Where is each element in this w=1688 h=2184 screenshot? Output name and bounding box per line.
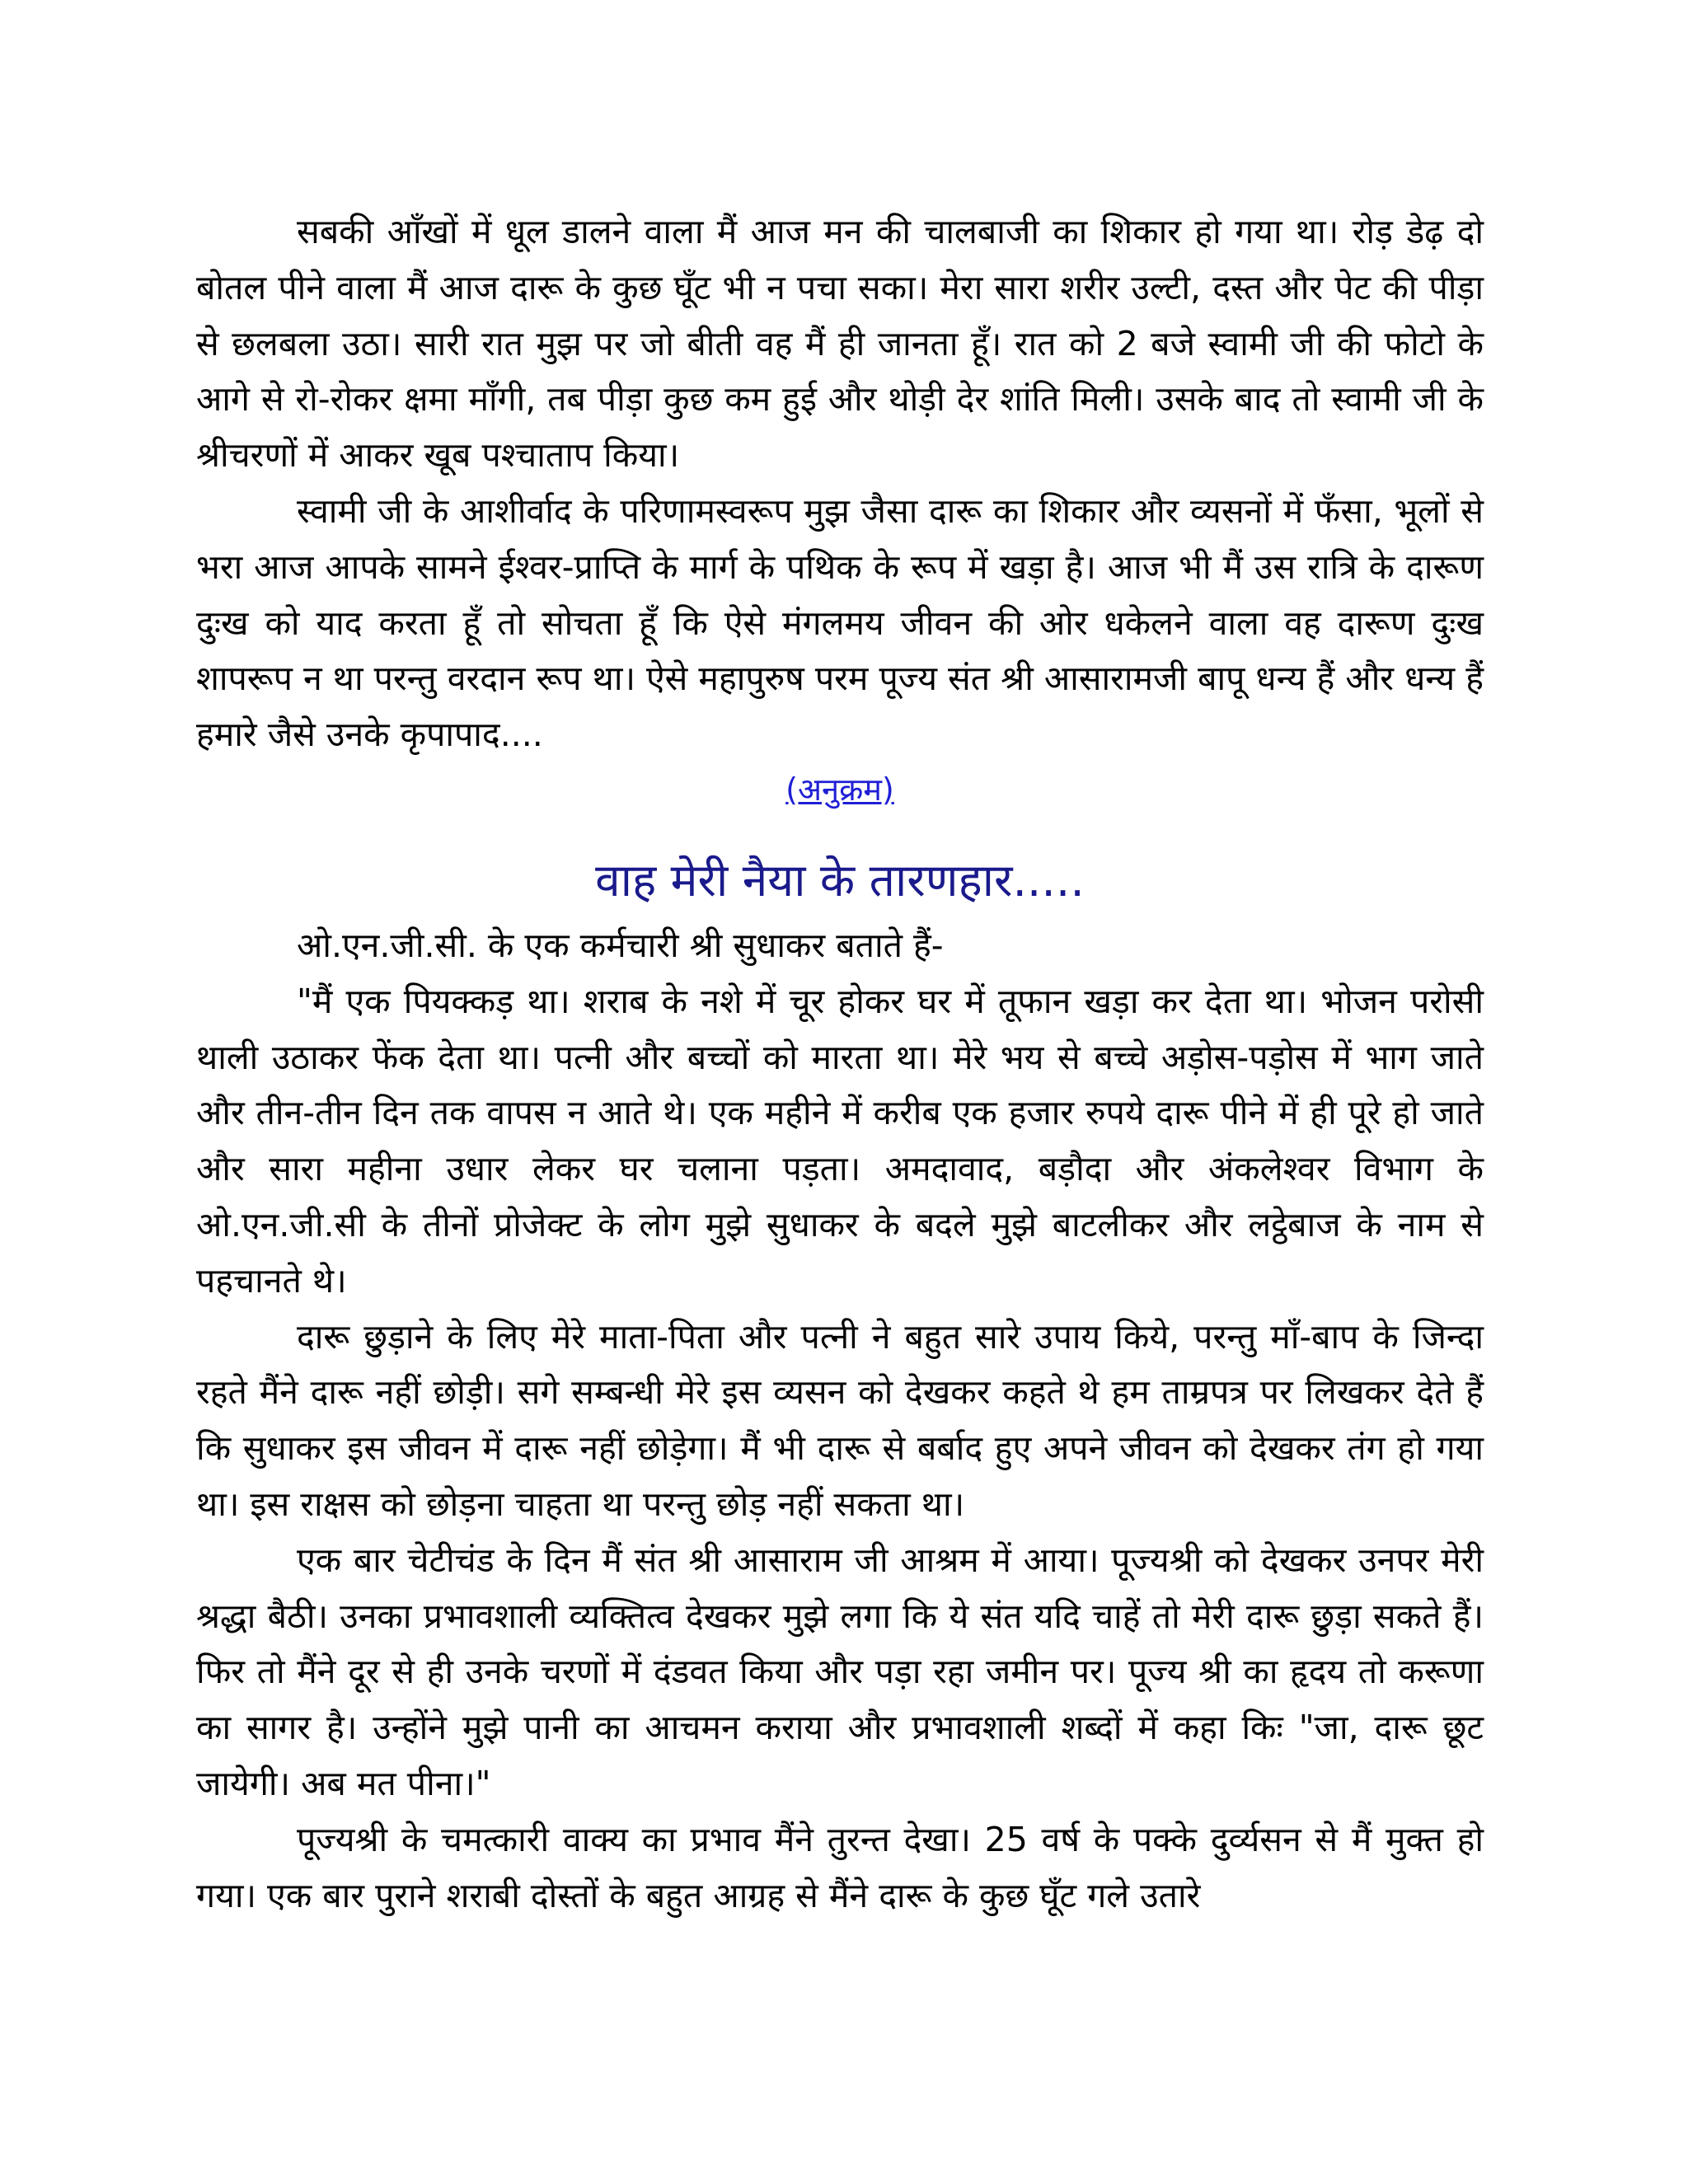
body-paragraph: स्वामी जी के आशीर्वाद के परिणामस्वरूप मुझ जैसा दारू का शिकार और व्यसनों में फँसा, भूलों से भरा आज आपके सामने ईश्वर-प्राप्ति के मार्ग के पथिक के रूप में खड़ा है। आज भी मैं उस रात्रि के दारूण दुःख को याद करता हूँ तो सोचता हूँ कि ऐसे मंगलमय जीवन की ओर धकेलने वाला वह दारूण दुःख शापरूप न था परन्तु वरदान रूप था। ऐसे महापुरुष परम पूज्य संत श्री आसारामजी बापू धन्य हैं और धन्य हैं हमारे जैसे उनके कृपापाद.... <box>196 490 1484 755</box>
body-paragraph: "मैं एक पियक्कड़ था। शराब के नशे में चूर होकर घर में तूफान खड़ा कर देता था। भोजन परोसी थाली उठाकर फेंक देता था। पत्नी और बच्चों को मारता था। मेरे भय से बच्चे अड़ोस-पड़ोस में भाग जाते और तीन-तीन दिन तक वापस न आते थे। एक महीने में करीब एक हजार रुपये दारू पीने में ही पूरे हो जाते और सारा महीना उधार लेकर घर चलाना पड़ता। अमदावाद, बड़ौदा और अंकलेश्वर विभाग के ओ.एन.जी.सी के तीनों प्रोजेक्ट के लोग मुझे सुधाकर के बदले मुझे बाटलीकर और लट्ठेबाज के नाम से पहचानते थे। <box>196 981 1484 1301</box>
body-paragraph: ओ.एन.जी.सी. के एक कर्मचारी श्री सुधाकर बताते हैं- <box>297 925 944 965</box>
section-heading: वाह मेरी नैया के तारणहार..... <box>595 853 1085 907</box>
body-paragraph: सबकी आँखों में धूल डालने वाला मैं आज मन की चालबाजी का शिकार हो गया था। रोड़ डेढ़ दो बोतल पीने वाला मैं आज दारू के कुछ घूँट भी न पचा सका। मेरा सारा शरीर उल्टी, दस्त और पेट की पीड़ा से छलबला उठा। सारी रात मुझ पर जो बीती वह मैं ही जानता हूँ। रात को 2 बजे स्वामी जी की फोटो के आगे से रो-रोकर क्षमा माँगी, तब पीड़ा कुछ कम हुई और थोड़ी देर शांति मिली। उसके बाद तो स्वामी जी के श्रीचरणों में आकर खूब पश्चाताप किया। <box>196 212 1484 476</box>
document-page <box>196 204 1484 1924</box>
index-link[interactable]: (अनुक्रम) <box>785 771 894 808</box>
body-paragraph: एक बार चेटीचंड के दिन मैं संत श्री आसाराम जी आश्रम में आया। पूज्यश्री को देखकर उनपर मेरी श्रद्धा बैठी। उनका प्रभावशाली व्यक्तित्व देखकर मुझे लगा कि ये संत यदि चाहें तो मेरी दारू छुड़ा सकते हैं। फिर तो मैंने दूर से ही उनके चरणों में दंडवत किया और पड़ा रहा जमीन पर। पूज्य श्री का हृदय तो करूणा का सागर है। उन्होंने मुझे पानी का आचमन कराया और प्रभावशाली शब्दों में कहा किः "जा, दारू छूट जायेगी। अब मत पीना।" <box>196 1540 1484 1803</box>
index-link-row <box>196 765 1484 814</box>
body-paragraph: पूज्यश्री के चमत्कारी वाक्य का प्रभाव मैंने तुरन्त देखा। 25 वर्ष के पक्के दुर्व्यसन से मैं मुक्त हो गया। एक बार पुराने शराबी दोस्तों के बहुत आग्रह से मैंने दारू के कुछ घूँट गले उतारे <box>196 1819 1484 1915</box>
body-paragraph: दारू छुड़ाने के लिए मेरे माता-पिता और पत्नी ने बहुत सारे उपाय किये, परन्तु माँ-बाप के जिन्दा रहते मैंने दारू नहीं छोड़ी। सगे सम्बन्धी मेरे इस व्यसन को देखकर कहते थे हम ताम्रपत्र पर लिखकर देते हैं कि सुधाकर इस जीवन में दारू नहीं छोड़ेगा। मैं भी दारू से बर्बाद हुए अपने जीवन को देखकर तंग हो गया था। इस राक्षस को छोड़ना चाहता था परन्तु छोड़ नहीं सकता था। <box>196 1316 1484 1524</box>
